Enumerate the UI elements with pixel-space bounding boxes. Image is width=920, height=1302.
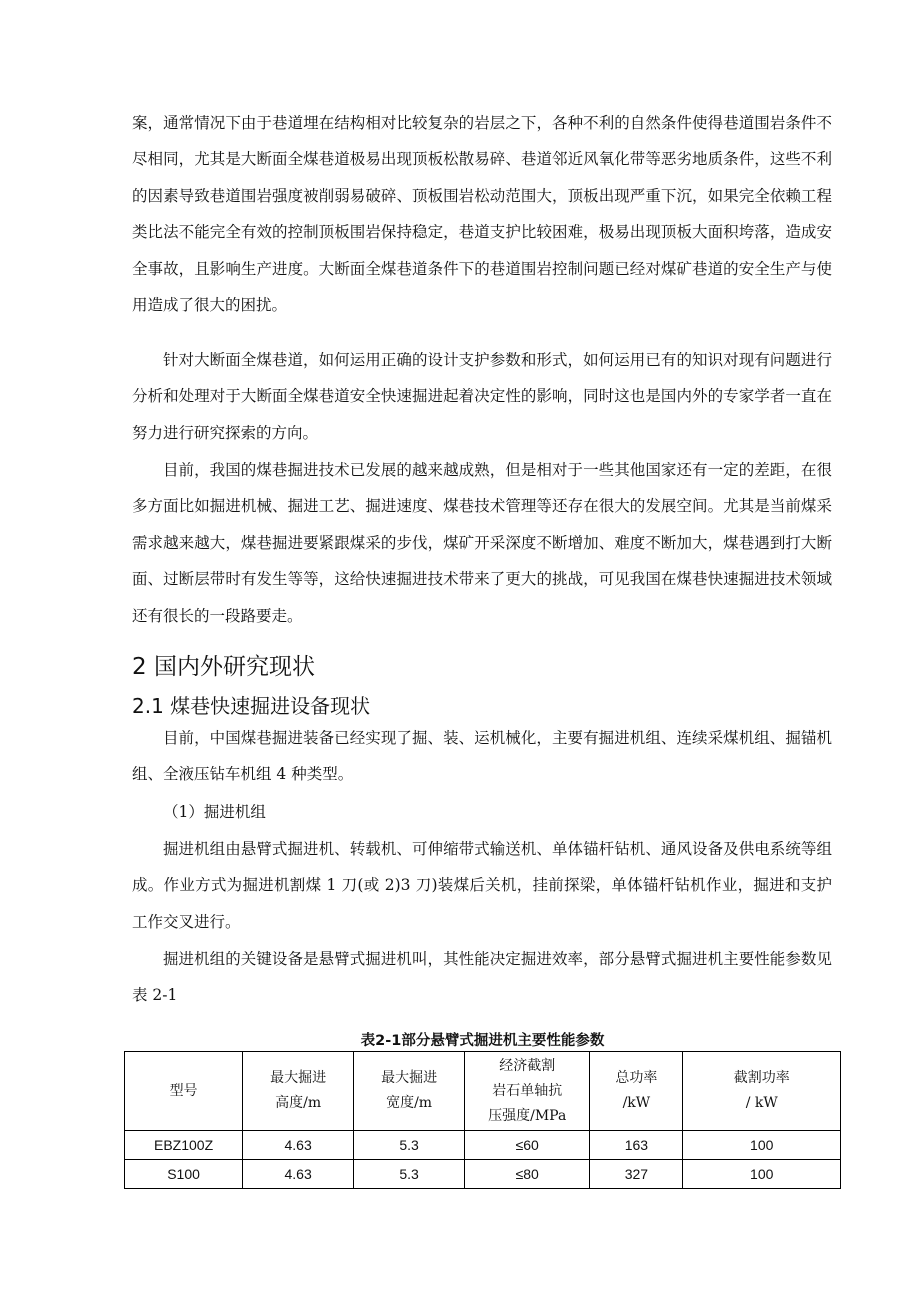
subsection-heading: 2.1 煤巷快速掘进设备现状	[132, 694, 371, 718]
cell-width: 5.3	[354, 1131, 465, 1160]
paragraph-5: （1）掘进机组	[163, 803, 266, 821]
header-max-height: 最大掘进 高度/m	[243, 1052, 354, 1131]
header-rock-strength: 经济截割 岩石单轴抗 压强度/MPa	[465, 1052, 590, 1131]
cell-height: 4.63	[243, 1131, 354, 1160]
cell-model: S100	[125, 1160, 243, 1189]
cell-width: 5.3	[354, 1160, 465, 1189]
paragraph-3: 目前，我国的煤巷掘进技术已发展的越来越成熟，但是相对于一些其他国家还有一定的差距，在很多方面比如掘进机械、掘进工艺、掘进速度、煤巷技术管理等还存在很大的发展空间。尤其是当前煤采需求越来越大，煤巷掘进要紧跟煤采的步伐，煤矿开采深度不断增加、难度不断加大，煤巷遇到打大断面、过断层带时有发生等等，这给快速掘进技术带来了更大的挑战，可见我国在煤巷快速掘进技术领域还有很长的一段路要走。	[132, 461, 832, 625]
cell-strength: ≤80	[465, 1160, 590, 1189]
table-header-row	[125, 1052, 841, 1131]
header-max-width: 最大掘进 宽度/m	[354, 1052, 465, 1131]
cell-power: 327	[590, 1160, 683, 1189]
cell-height: 4.63	[243, 1160, 354, 1189]
table-row	[125, 1131, 841, 1160]
performance-table	[124, 1051, 841, 1189]
paragraph-7: 掘进机组的关键设备是悬臂式掘进机叫，其性能决定掘进效率，部分悬臂式掘进机主要性能参数见 表 2-1	[132, 950, 832, 1005]
paragraph-4: 目前，中国煤巷掘进装备已经实现了掘、装、运机械化，主要有掘进机组、连续采煤机组、掘锚机组、全液压钻车机组 4 种类型。	[132, 729, 832, 784]
table-row	[125, 1160, 841, 1189]
cell-power: 163	[590, 1131, 683, 1160]
paragraph-1: 案，通常情况下由于巷道埋在结构相对比较复杂的岩层之下，各种不利的自然条件使得巷道围岩条件不尽相同，尤其是大断面全煤巷道极易出现顶板松散易碎、巷道邻近风氧化带等恶劣地质条件，这些不利的因素导致巷道围岩强度被削弱易破碎、顶板围岩松动范围大，顶板出现严重下沉，如果完全依赖工程类比法不能完全有效的控制顶板围岩保持稳定，巷道支护比较困难，极易出现顶板大面积垮落，造成安全事故，且影响生产进度。大断面全煤巷道条件下的巷道围岩控制问题已经对煤矿巷道的安全生产与使用造成了很大的困扰。	[132, 114, 832, 315]
paragraph-2: 针对大断面全煤巷道，如何运用正确的设计支护参数和形式，如何运用已有的知识对现有问题进行分析和处理对于大断面全煤巷道安全快速掘进起着决定性的影响，同时这也是国内外的专家学者一直在努力进行研究探索的方向。	[132, 351, 832, 442]
cell-model: EBZ100Z	[125, 1131, 243, 1160]
section-heading: 2 国内外研究现状	[132, 654, 315, 680]
paragraph-6: 掘进机组由悬臂式掘进机、转载机、可伸缩带式输送机、单体锚杆钻机、通风设备及供电系统等组成。作业方式为掘进机割煤 1 刀(或 2)3 刀)装煤后关机，挂前探梁，单体锚杆钻机作业，掘进和支护工作交叉进行。	[132, 840, 832, 931]
header-cutting-power: 截割功率 / kW	[683, 1052, 841, 1131]
header-model: 型号	[125, 1052, 243, 1131]
cell-cut-power: 100	[683, 1131, 841, 1160]
table-caption: 表2-1部分悬臂式掘进机主要性能参数	[360, 1033, 605, 1049]
header-total-power: 总功率 /kW	[590, 1052, 683, 1131]
cell-cut-power: 100	[683, 1160, 841, 1189]
cell-strength: ≤60	[465, 1131, 590, 1160]
